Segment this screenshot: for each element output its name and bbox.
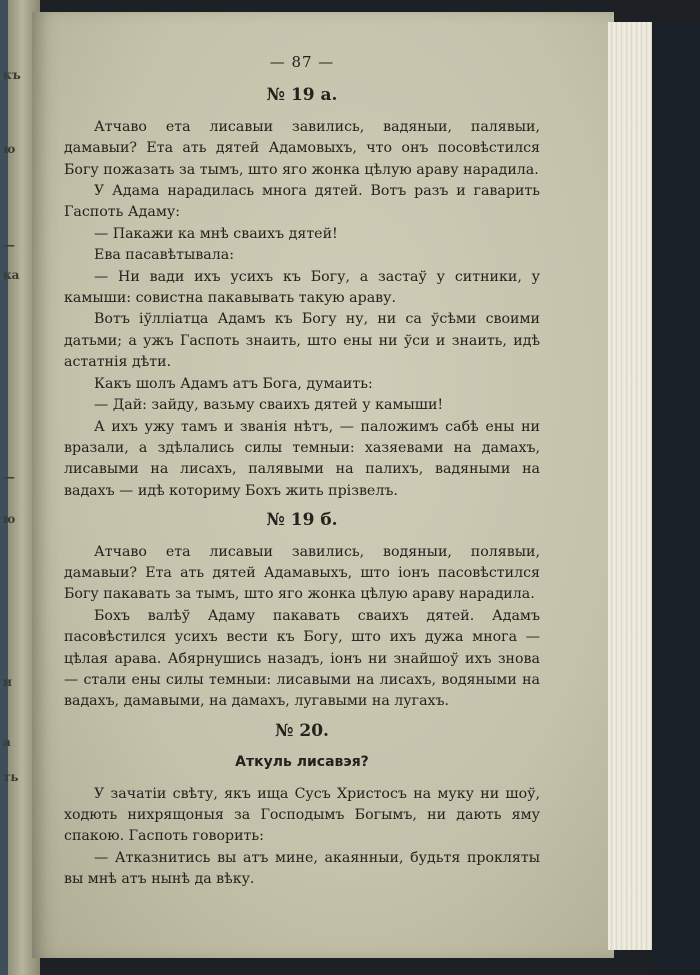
- paragraph: Атчаво ета лисавыи завились, вадяныи, палявыи, дамавыи? Ета ать дятей Адамовыхъ, что онъ посовѣстился Богу пожазать за тымъ, што яго жонка цѣлую араву нарадила.: [64, 118, 540, 178]
- facing-page-fragment: —: [3, 470, 15, 484]
- section-subtitle: Аткуль лисавэя?: [235, 754, 369, 771]
- paragraph: — Атказнитись вы атъ мине, акаянныи, будьтя прокляты вы мнѣ атъ нынѣ да вѣку.: [64, 849, 540, 888]
- page-number: — 87 —: [269, 53, 335, 71]
- paragraph: У зачатіи свѣту, якъ ища Сусъ Христосъ на муку ни шоў, ходють нихрящоныя за Господымъ Богымъ, ни дають яму спакою. Гаспоть говорить:: [64, 785, 540, 845]
- page-block-edge: [608, 22, 652, 950]
- paragraph: Ева пасавѣтывала:: [94, 247, 235, 264]
- facing-page-fragment: ка: [3, 268, 20, 282]
- section-heading: № 20.: [275, 720, 329, 741]
- paragraph: У Адама нарадилась многа дятей. Вотъ разъ и гаварить Гаспоть Адаму:: [64, 183, 540, 221]
- book-page: [32, 12, 614, 958]
- section-heading: № 19 б.: [266, 510, 338, 531]
- paragraph: А ихъ ужу тамъ и званія нѣтъ, — паложимъ сабѣ ены ни вразали, а здѣлались силы темныи: хазяевами на дамахъ, лисавыми на лисахъ, палявыми на палихъ, вадяными на вадахъ — идѣ которимy Бохъ жить прізвелъ.: [64, 418, 540, 499]
- section-20: [64, 721, 540, 891]
- facing-page-fragment: и: [3, 675, 12, 689]
- book-cover: [652, 26, 700, 975]
- facing-page-fragment: ю: [3, 142, 16, 156]
- facing-page-fragment: ть: [3, 770, 19, 784]
- section-heading: № 19 а.: [266, 85, 338, 106]
- facing-page-fragment: —: [3, 238, 15, 252]
- facing-page-fragment: ю: [3, 512, 16, 526]
- facing-page-fragment: къ: [3, 68, 21, 82]
- paragraph: Атчаво ета лисавыи завились, водяныи, полявыи, дамавыи? Ета ать дятей Адамавыхъ, што іонъ пасовѣстился Богу пакавать за тымъ, што яго жонка цѣлую араву нарадила.: [64, 543, 540, 603]
- paragraph: — Ни вади ихъ усихъ къ Богу, а застаў у ситники, у камыши: совистна пакавывать такую араву.: [64, 268, 540, 307]
- section-19a: [64, 85, 540, 502]
- facing-page-fragment: а: [3, 735, 11, 749]
- section-19b: [64, 510, 540, 713]
- paragraph: — Пакажи ка мнѣ сваихъ дятей!: [94, 225, 338, 242]
- paragraph: Какъ шолъ Адамъ атъ Бога, думаить:: [94, 375, 373, 392]
- page-text: [64, 52, 540, 891]
- paragraph: Вотъ іўлліатца Адамъ къ Богу ну, ни са ўсѣми своими датьми; а ужъ Гаспоть знаить, што ены ни ўси и знаить, идѣ астатнія дѣти.: [64, 311, 540, 371]
- paragraph: — Дай: зайду, вазьму сваихъ дятей у камыши!: [94, 397, 444, 414]
- paragraph: Бохъ валѣў Адаму пакавать сваихъ дятей. Адамъ пасовѣстился усихъ вести къ Богу, што ихъ дужа многа — цѣлая арава. Абярнушись назадъ, іонъ ни знайшоў ихъ знова — стали ены силы темныи: лисавыми на лисахъ, водяными на вадахъ, дамавыми, на дамахъ, лугавыми на лугахъ.: [64, 607, 540, 710]
